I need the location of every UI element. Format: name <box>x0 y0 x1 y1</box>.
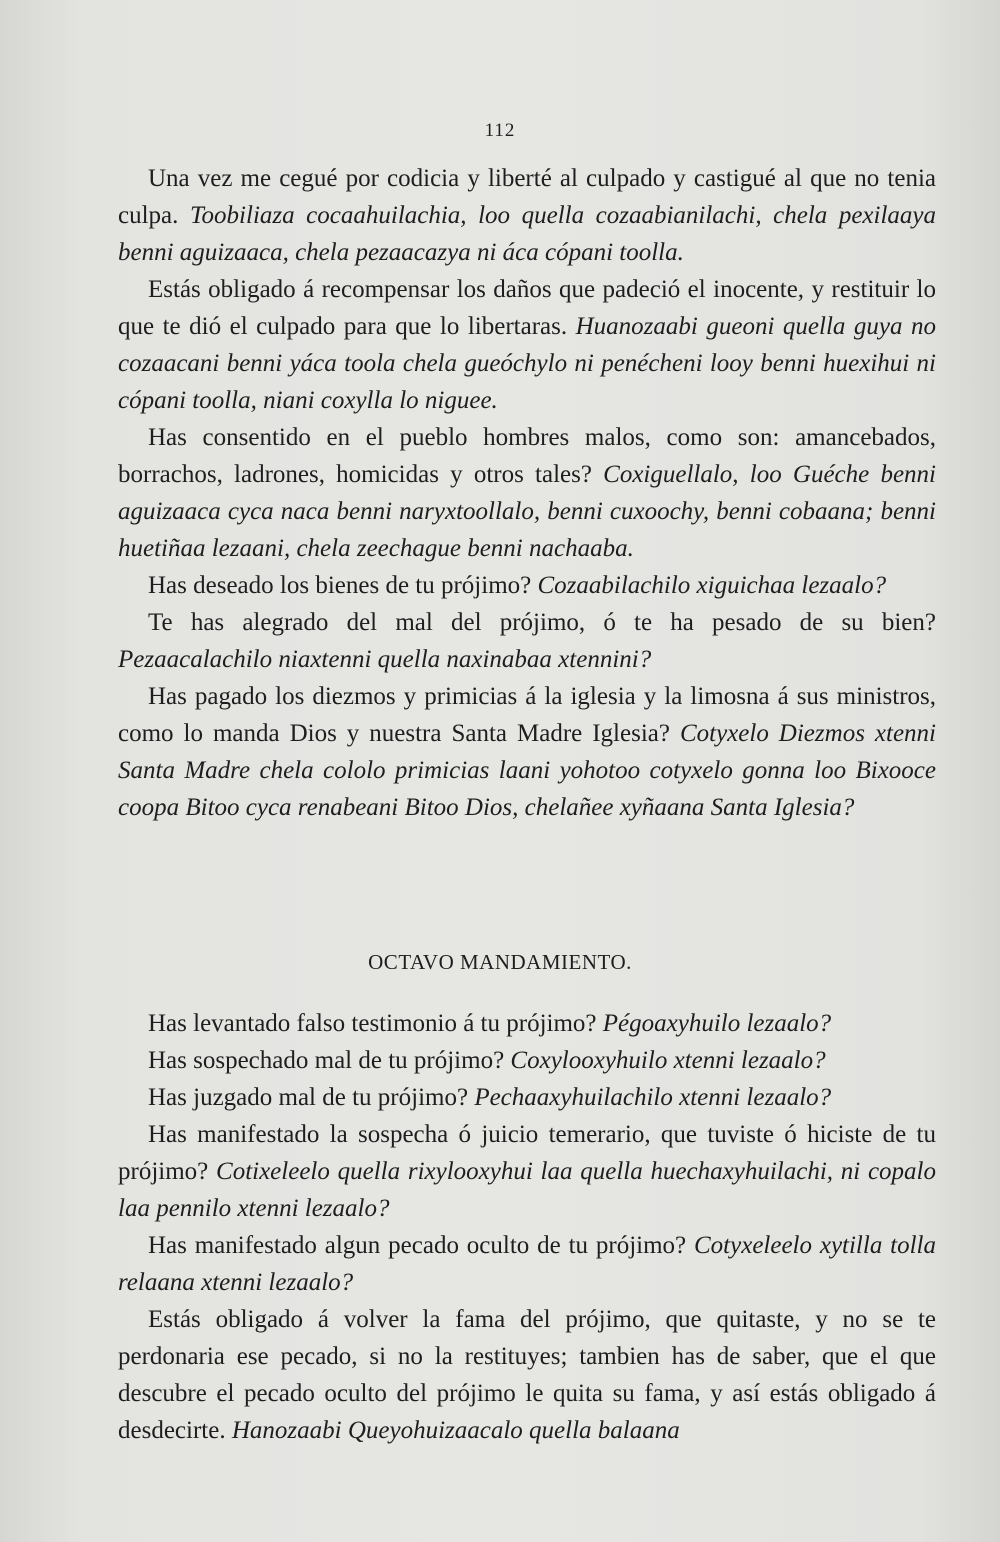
spanish-text: Una vez me cegué por codicia y liberté al culpado y castigué al que no tenia culpa. <box>118 165 936 229</box>
zapotec-text: Pezaacalachilo niaxtenni quella naxinabaa xtennini? <box>118 646 652 673</box>
paragraph <box>118 1301 936 1449</box>
paragraph <box>118 1042 936 1079</box>
paragraph <box>118 271 936 419</box>
zapotec-text: Pégoaxyhuilo lezaalo? <box>602 1010 832 1037</box>
paragraph <box>118 678 936 826</box>
zapotec-text: Hanozaabi Queyohuizaacalo quella balaana <box>231 1417 680 1444</box>
section-heading: OCTAVO MANDAMIENTO. <box>368 950 632 974</box>
spanish-text: Has consentido en el pueblo hombres malos, como son: amancebados, borrachos, ladrones, homicidas y otros tales? <box>118 424 936 488</box>
paragraph <box>118 567 936 604</box>
paragraph <box>118 1227 936 1301</box>
paragraph <box>118 160 936 271</box>
paragraph <box>118 1005 936 1042</box>
zapotec-text: Pechaaxyhuilachilo xtenni lezaalo? <box>474 1084 832 1111</box>
spanish-text: Has levantado falso testimonio á tu prójimo? <box>148 1010 597 1037</box>
spanish-text: Has pagado los diezmos y primicias á la iglesia y la limosna á sus ministros, como lo manda Dios y nuestra Santa Madre Iglesia? <box>118 683 936 747</box>
spanish-text: Has sospechado mal de tu prójimo? <box>148 1047 505 1074</box>
text-block-after-heading <box>118 1005 936 1449</box>
spanish-text: Has manifestado algun pecado oculto de tu prójimo? <box>148 1232 687 1259</box>
zapotec-text: Cozaabilachilo xiguichaa lezaalo? <box>537 572 887 599</box>
page-number: 112 <box>484 120 516 141</box>
paragraph <box>118 1116 936 1227</box>
spanish-text: Te has alegrado del mal del prójimo, ó te ha pesado de su bien? <box>148 609 936 636</box>
paragraph <box>118 419 936 567</box>
spanish-text: Has deseado los bienes de tu prójimo? <box>148 572 532 599</box>
zapotec-text: Coxiguellalo, loo Guéche benni aguizaaca cyca naca benni naryxtoollalo, benni cuxoochy, benni cobaana; benni huetiñaa lezaani, chela zeechague benni nachaaba. <box>118 461 936 562</box>
zapotec-text: Huanozaabi gueoni quella guya no cozaacani benni yáca toola chela gueóchylo ni penécheni looy benni huexihui ni cópani toolla, niani coxylla lo niguee. <box>118 313 936 414</box>
spanish-text: Has juzgado mal de tu prójimo? <box>148 1084 469 1111</box>
zapotec-text: Cotyxeleelo xytilla tolla relaana xtenni lezaalo? <box>118 1232 937 1296</box>
zapotec-text: Cotyxelo Diezmos xtenni Santa Madre chela cololo primicias laani yohotoo cotyxelo gonna loo Bixooce coopa Bitoo cyca renabeani Bitoo Dios, chelañee xyñaana Santa Iglesia? <box>118 720 936 821</box>
text-block-before-heading <box>118 160 936 826</box>
paragraph <box>118 1079 936 1116</box>
paragraph <box>118 604 936 678</box>
spanish-text: Estás obligado á volver la fama del prójimo, que quitaste, y no se te perdonaria ese pecado, si no la restituyes; tambien has de saber, que el que descubre el pecado oculto del prójimo le quita su fama, y así estás obligado á desdecirte. <box>118 1306 936 1444</box>
zapotec-text: Toobiliaza cocaahuilachia, loo quella cozaabianilachi, chela pexilaaya benni aguizaaca, chela pezaacazya ni áca cópani toolla. <box>118 202 937 266</box>
spanish-text: Estás obligado á recompensar los daños que padeció el inocente, y restituir lo que te dió el culpado para que lo libertaras. <box>118 276 936 340</box>
zapotec-text: Cotixeleelo quella rixylooxyhui laa quella huechaxyhuilachi, ni copalo laa pennilo xtenni lezaalo? <box>118 1158 936 1222</box>
zapotec-text: Coxylooxyhuilo xtenni lezaalo? <box>510 1047 826 1074</box>
spanish-text: Has manifestado la sospecha ó juicio temerario, que tuviste ó hiciste de tu prójimo? <box>118 1121 936 1185</box>
